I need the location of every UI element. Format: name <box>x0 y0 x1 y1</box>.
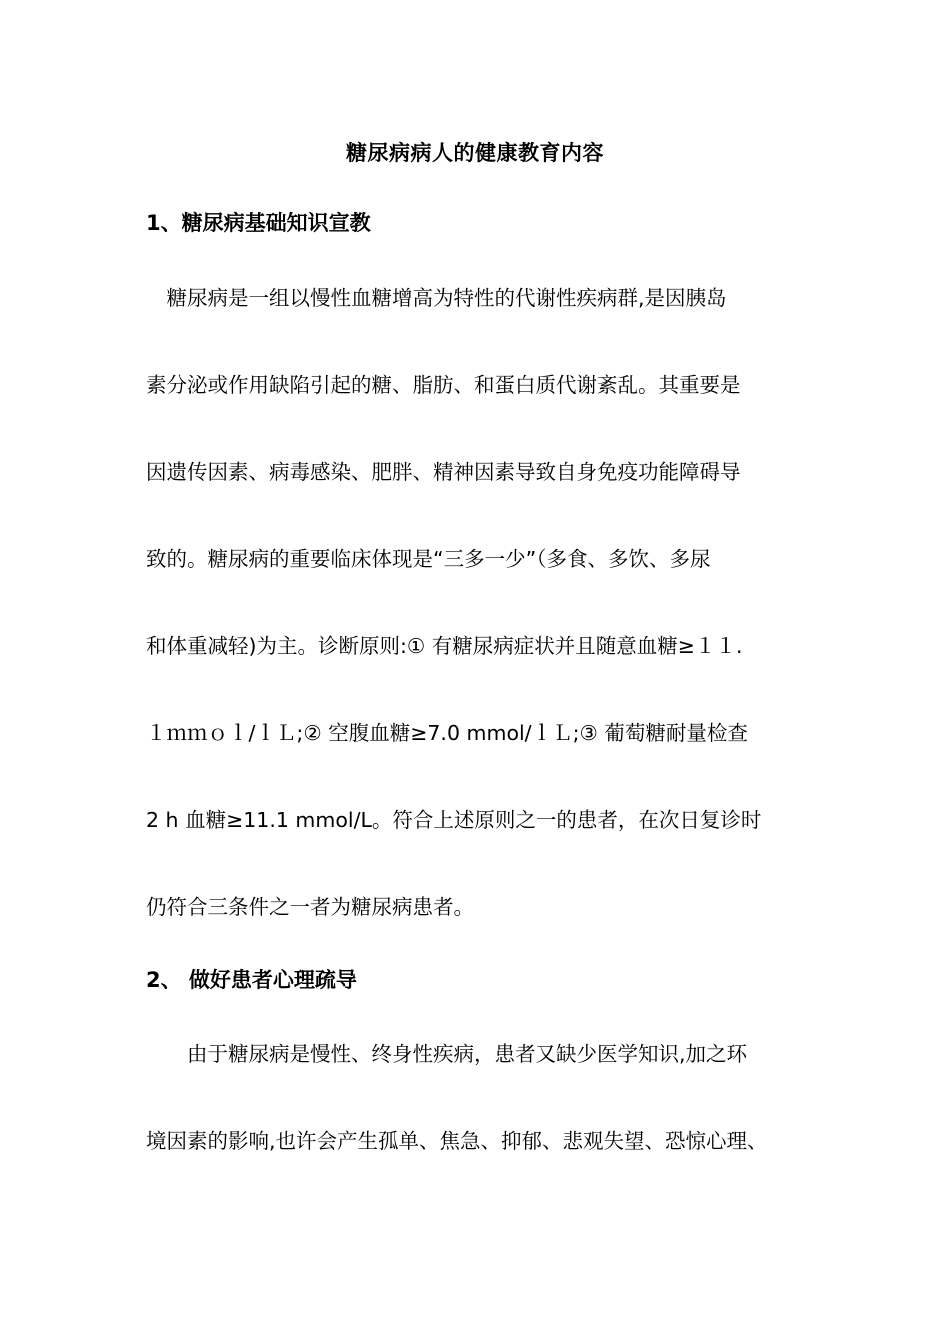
section-paragraph-basics <box>146 255 816 951</box>
paragraph-line: 因遗传因素、病毒感染、肥胖、精神因素导致自身免疫功能障碍导 <box>146 460 741 484</box>
paragraph-line: 由于糖尿病是慢性、终身性疾病，患者又缺少医学知识,加之环 <box>146 1042 748 1066</box>
section-heading-basics: 1、糖尿病基础知识宣教 <box>146 211 371 235</box>
paragraph-line: 2 h 血糖≥11.1 mmol/L。符合上述原则之一的患者，在次日复诊时 <box>146 808 762 832</box>
section-heading-psychology: 2、 做好患者心理疏导 <box>146 968 357 992</box>
paragraph-line: 和体重减轻)为主。诊断原则:① 有糖尿病症状并且随意血糖≥１１. <box>146 634 743 658</box>
document-title: 糖尿病病人的健康教育内容 <box>346 141 604 165</box>
paragraph-line: 致的。糖尿病的重要临床体现是“三多一少”（多食、多饮、多尿 <box>146 547 711 571</box>
section-paragraph-psychology <box>146 1011 816 1185</box>
paragraph-line: 素分泌或作用缺陷引起的糖、脂肪、和蛋白质代谢紊乱。其重要是 <box>146 373 741 397</box>
paragraph-line: 仍符合三条件之一者为糖尿病患者。 <box>146 895 474 919</box>
paragraph-line: 境因素的影响,也许会产生孤单、焦急、抑郁、悲观失望、恐惊心理、 <box>146 1129 768 1153</box>
paragraph-line: 糖尿病是一组以慢性血糖增高为特性的代谢性疾病群,是因胰岛 <box>146 286 727 310</box>
paragraph-line: １ｍｍｏｌ/ｌＬ;② 空腹血糖≥7.0 mmol/ｌＬ;③ 葡萄糖耐量检查 <box>146 721 748 745</box>
